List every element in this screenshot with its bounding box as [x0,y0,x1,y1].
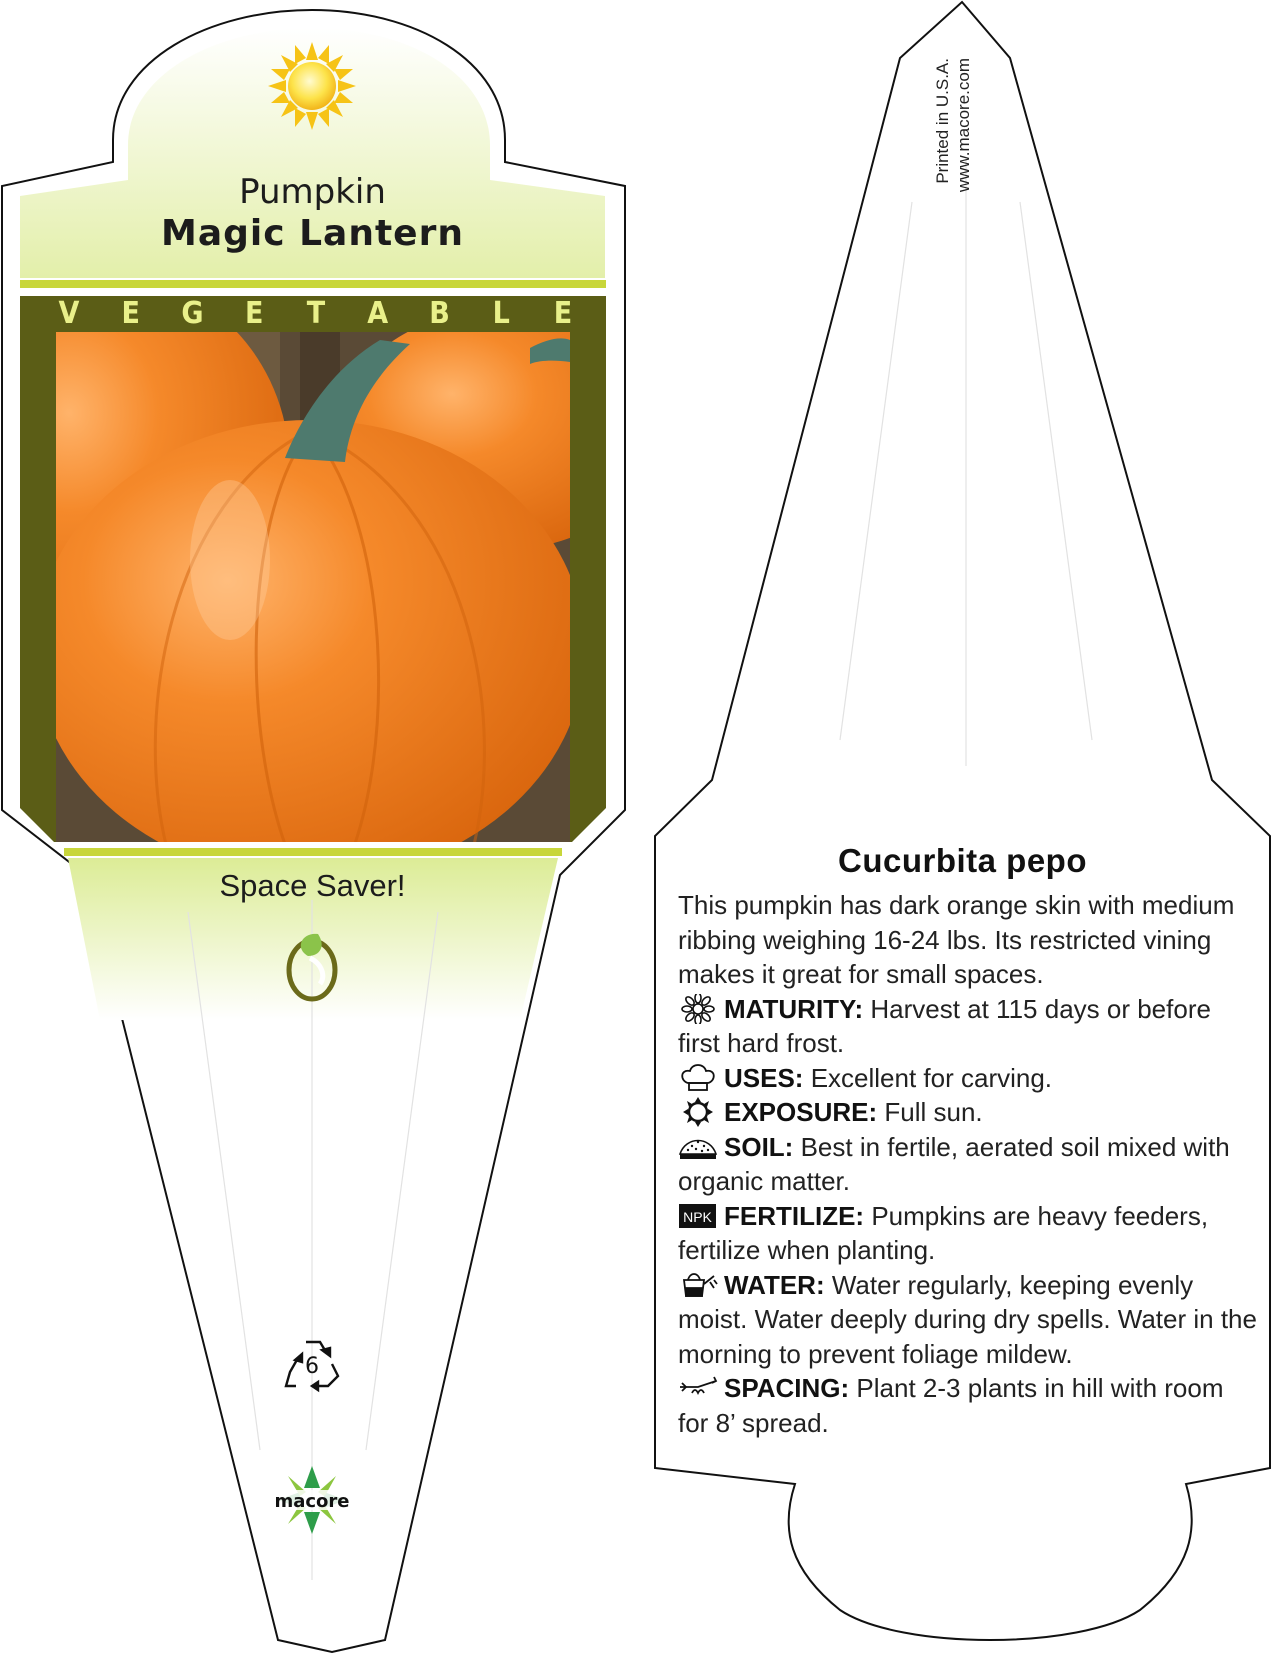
detail-label: SOIL: [724,1131,794,1162]
tagline: Space Saver! [219,868,406,903]
category-letter: V [58,296,80,331]
lime-band-bottom [64,848,562,856]
detail-soil [678,1130,1258,1199]
sun-icon [268,42,356,130]
detail-text: Harvest at 115 days or before first hard frost. [678,993,1211,1058]
detail-label: USES: [724,1062,804,1093]
pumpkin-photo [0,280,660,880]
detail-label: FERTILIZE: [724,1200,865,1231]
lime-band-top [20,280,606,288]
macore-wordmark: macore [274,1491,350,1512]
detail-text: Full sun. [877,1097,983,1127]
flower-icon [678,994,720,1024]
detail-text: Plant 2-3 plants in hill with room for 8’ spread. [678,1373,1224,1438]
detail-label: MATURITY: [724,993,864,1024]
detail-fertilize [678,1199,1258,1268]
description: This pumpkin has dark orange skin with medium ribbing weighing 16-24 lbs. Its restricted vining makes it great for small spaces. [678,890,1235,989]
recycle-number: 6 [305,1354,319,1379]
soil-icon [678,1132,720,1162]
detail-text: Best in fertile, aerated soil mixed with organic matter. [678,1131,1230,1196]
printing-credit [932,58,974,208]
detail-text: Excellent for carving. [803,1062,1053,1093]
detail-text: Water regularly, keeping evenly moist. Water deeply during dry spells. Water in the morning to prevent foliage mildew. [678,1269,1257,1369]
detail-water [678,1268,1258,1372]
category-letter: E [121,296,140,331]
printed-line: Printed in U.S.A. [933,58,952,184]
detail-exposure [678,1095,1258,1130]
front-title-block [60,172,565,256]
detail-maturity [678,992,1258,1061]
plant-details [678,888,1258,1440]
species-name: Cucurbita pepo [837,842,1087,879]
detail-uses [678,1061,1258,1096]
detail-label: WATER: [724,1269,825,1300]
category-letter: G [181,296,204,331]
watering-can-icon [678,1270,720,1300]
category-letter: L [492,296,510,331]
website: www.macore.com [954,58,973,193]
common-name: Pumpkin [239,172,386,212]
detail-text: Pumpkins are heavy feeders, fertilize when planting. [678,1200,1209,1265]
sun-icon [678,1097,720,1127]
variety-name: Magic Lantern [161,213,464,254]
spacing-icon [678,1373,720,1403]
category-letter: E [553,296,573,331]
detail-spacing [678,1371,1258,1440]
category-letter: E [245,296,264,331]
npk-icon [678,1201,720,1231]
category-letter: A [367,296,389,331]
svg-text:NPK: NPK [683,1208,712,1225]
category-letter: B [429,296,450,331]
category-letter: T [306,296,326,331]
detail-label: SPACING: [724,1373,850,1403]
category-band [56,296,576,336]
chef-hat-icon [678,1063,720,1093]
detail-label: EXPOSURE: [724,1097,878,1127]
